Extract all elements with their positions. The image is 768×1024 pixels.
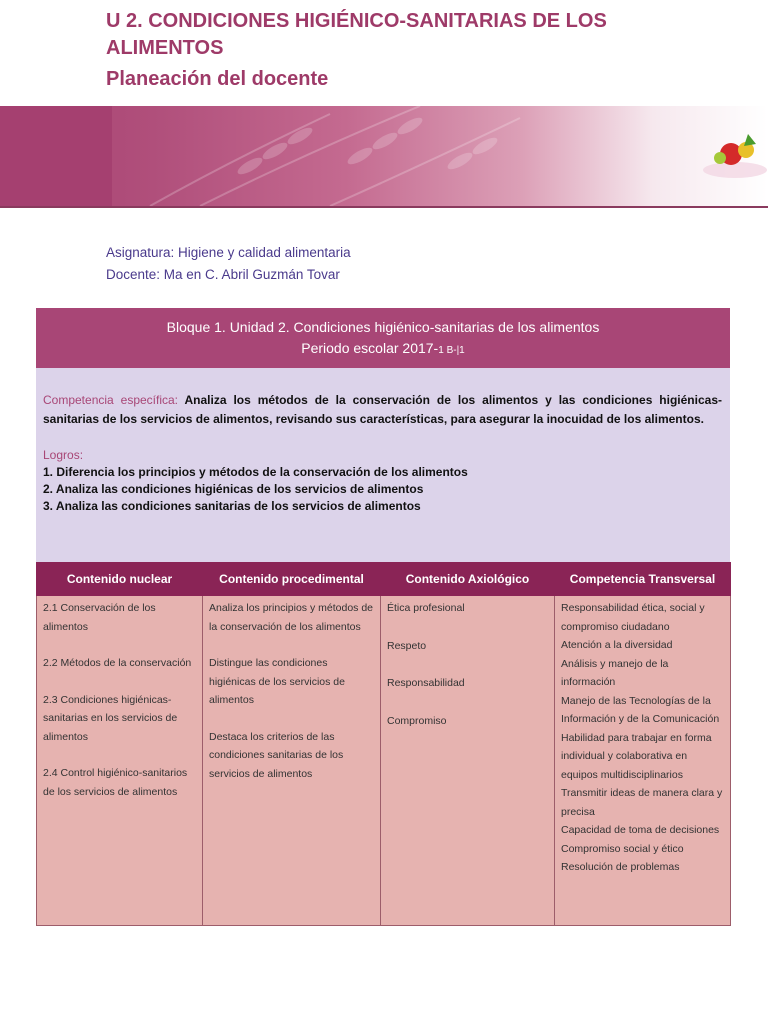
content-table xyxy=(36,562,731,926)
competency-text: Analiza los métodos de la conservación de los alimentos y las condiciones higiénicas-sanitarias de los servicios de alimentos, revisando sus características, para asegurar la inocuidad de los alimentos. xyxy=(43,393,722,426)
column-header-axiologico: Contenido Axiológico xyxy=(381,563,555,596)
list-item: 2.4 Control higiénico-sanitarios de los servicios de alimentos xyxy=(43,767,188,798)
competency-section xyxy=(36,368,730,562)
list-item: 2.3 Condiciones higiénicas-sanitarias en los servicios de alimentos xyxy=(43,693,178,743)
list-item: Manejo de las Tecnologías de la Información y de la Comunicación xyxy=(561,694,720,725)
list-item: Atención a la diversidad xyxy=(561,639,673,651)
list-item: Capacidad de toma de decisiones xyxy=(561,824,720,836)
list-item: Distingue las condiciones higiénicas de los servicios de alimentos xyxy=(209,657,345,706)
specific-competency xyxy=(43,391,722,429)
list-item: Transmitir ideas de manera clara y precisa xyxy=(561,787,723,818)
competency-label: Competencia específica: xyxy=(43,393,179,407)
block-title: Bloque 1. Unidad 2. Condiciones higiénico-sanitarias de los alimentos xyxy=(166,319,600,335)
teacher-line: Docente: Ma en C. Abril Guzmán Tovar xyxy=(106,267,340,282)
procedimental-cell xyxy=(203,596,381,926)
list-item: Compromiso social y ético xyxy=(561,842,684,855)
decorative-banner xyxy=(0,106,768,208)
list-item: Responsabilidad xyxy=(387,677,465,689)
school-period-code: 1 B-|1 xyxy=(438,345,465,356)
list-item: Resolución de problemas xyxy=(561,861,680,873)
table-row xyxy=(37,596,731,926)
document-title: U 2. CONDICIONES HIGIÉNICO-SANITARIAS DE LOS ALIMENTOS xyxy=(106,10,607,59)
school-period: Periodo escolar 2017-1 B-|1 xyxy=(301,340,465,356)
column-header-transversal: Competencia Transversal xyxy=(555,563,731,596)
planning-card xyxy=(36,308,730,926)
column-header-procedimental: Contenido procedimental xyxy=(203,563,381,596)
subject-line: Asignatura: Higiene y calidad alimentaria xyxy=(106,245,351,260)
list-item: Respeto xyxy=(387,639,427,652)
achievement-item: 3. Analiza las condiciones sanitarias de los servicios de alimentos xyxy=(43,499,421,513)
list-item: Compromiso xyxy=(387,714,447,727)
list-item: Analiza los principios y métodos de la conservación de los alimentos xyxy=(209,602,374,633)
wheat-and-fruit-illustration xyxy=(0,106,768,206)
card-header xyxy=(36,308,730,368)
list-item: Ética profesional xyxy=(387,602,465,614)
achievement-item: 1. Diferencia los principios y métodos de la conservación de los alimentos xyxy=(43,465,468,479)
list-item: Destaca los criterios de las condiciones sanitarias de los servicios de alimentos xyxy=(209,730,344,780)
document-subtitle: Planeación del docente xyxy=(106,68,329,90)
table-header-row xyxy=(37,563,731,596)
achievement-item: 2. Analiza las condiciones higiénicas de los servicios de alimentos xyxy=(43,482,424,496)
list-item: Habilidad para trabajar en forma individual y colaborativa en equipos multidisciplinarios xyxy=(561,731,712,781)
list-item: 2.2 Métodos de la conservación xyxy=(43,657,192,669)
document-header xyxy=(106,8,726,94)
axiologico-cell xyxy=(381,596,555,926)
list-item: Análisis y manejo de la información xyxy=(561,657,669,688)
course-info xyxy=(106,242,351,286)
list-item: Responsabilidad ética, social y compromiso ciudadano xyxy=(561,602,705,633)
nuclear-cell xyxy=(37,596,203,926)
achievements-label: Logros: xyxy=(43,448,84,462)
column-header-nuclear: Contenido nuclear xyxy=(37,563,203,596)
list-item: 2.1 Conservación de los alimentos xyxy=(43,602,156,633)
transversal-cell xyxy=(555,596,731,926)
